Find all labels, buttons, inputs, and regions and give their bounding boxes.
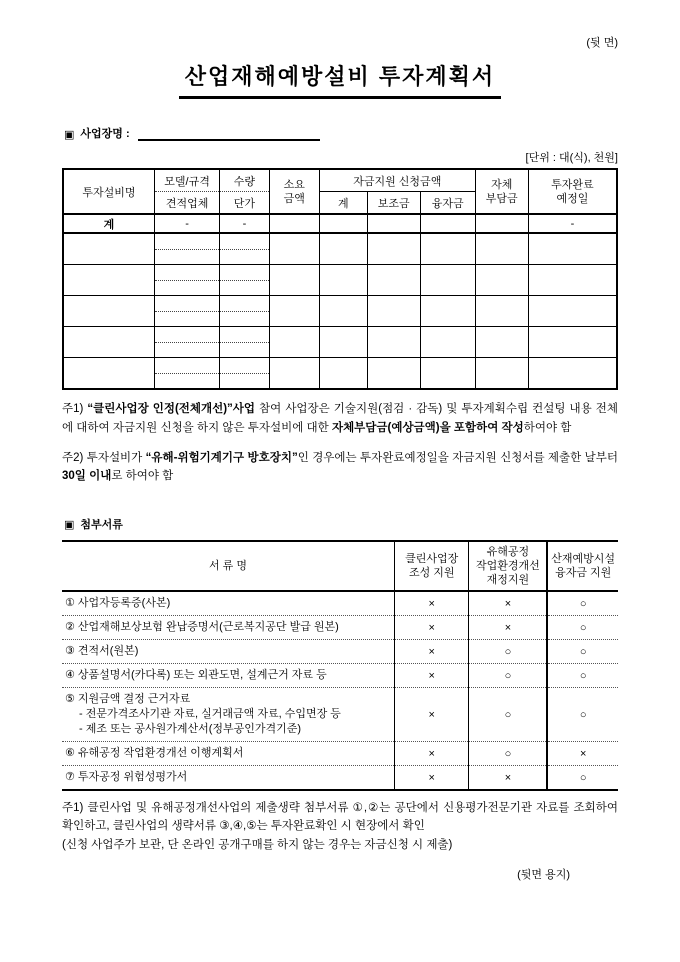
unit-label: [단위 : 대(식), 천원]	[525, 152, 618, 164]
qty-cell[interactable]	[220, 233, 269, 265]
support-mark-clean: ×	[394, 766, 469, 791]
invest-total-amount-cell[interactable]	[269, 214, 319, 233]
invest-total-row	[63, 214, 617, 233]
invest-header-subsidy: 보조금	[367, 192, 420, 215]
doc-name: ⑦ 투자공정 위험성평가서	[62, 766, 394, 791]
support-mark-loan: ○	[547, 616, 618, 640]
support-mark-hazard: ×	[469, 616, 547, 640]
completion-cell[interactable]	[528, 296, 617, 327]
note-1-prefix: 주1)	[62, 403, 88, 415]
invest-total-loan-cell[interactable]	[420, 214, 475, 233]
note-1	[62, 400, 618, 437]
section-marker-icon: ▣	[64, 129, 75, 141]
note-2-tail: 로 하여야 함	[111, 470, 174, 483]
doc-name: ③ 견적서(원본)	[62, 640, 394, 664]
attachment-row	[62, 766, 618, 791]
doc-name-sub1: - 전문가격조사기관 자료, 실거래금액 자료, 수입면장 등	[79, 708, 341, 720]
completion-cell[interactable]	[528, 265, 617, 296]
support-mark-clean: ×	[394, 664, 469, 688]
loan-cell[interactable]	[420, 233, 475, 265]
funding-cell[interactable]	[319, 296, 367, 327]
worksite-name-blank[interactable]	[138, 126, 320, 141]
note-2-prefix: 주2) 투자설비가	[62, 451, 146, 464]
loan-cell[interactable]	[420, 265, 475, 296]
doc-name: ① 사업자등록증(사본)	[62, 591, 394, 616]
support-mark-loan: ○	[547, 766, 618, 791]
invest-total-completion: -	[528, 214, 617, 233]
qty-cell[interactable]	[220, 358, 269, 390]
note-1-bold-self: 자체부담금(예상금액)을 포함하여 작성	[331, 421, 524, 434]
attach-header-loan-line2: 융자금 지원	[555, 567, 612, 579]
invest-header-self-line2: 부담금	[485, 192, 518, 205]
attachments-section-label: 첨부서류	[80, 519, 123, 531]
invest-total-self-cell[interactable]	[475, 214, 528, 233]
support-mark-hazard: ○	[469, 640, 547, 664]
model-cell[interactable]	[154, 327, 219, 358]
note-2-body: 인 경우에는 투자완료예정일을 자금지원 신청서를 제출한 날부터	[297, 451, 618, 464]
attach-header-hazard-line2: 작업환경개선	[476, 560, 540, 572]
support-mark-loan: ○	[547, 640, 618, 664]
invest-header-model	[154, 169, 219, 214]
support-mark-hazard: ○	[469, 688, 547, 742]
invest-header-equipment: 투자설비명	[63, 169, 154, 214]
invest-header-amount	[269, 169, 319, 214]
invest-total-funding-cell[interactable]	[319, 214, 367, 233]
invest-header-funding-group: 자금지원 신청금액	[319, 169, 475, 192]
loan-cell[interactable]	[420, 327, 475, 358]
support-mark-hazard: ○	[469, 742, 547, 766]
attachments-section-header	[64, 516, 618, 532]
invest-total-label: 계	[63, 214, 154, 233]
equipment-cell[interactable]	[63, 265, 154, 296]
attach-header-clean-line1: 클린사업장	[405, 553, 459, 565]
doc-name: ④ 상품설명서(카다록) 또는 외관도면, 설계근거 자료 등	[62, 664, 394, 688]
invest-header-qty	[220, 169, 269, 214]
support-mark-hazard: ○	[469, 664, 547, 688]
subsidy-cell[interactable]	[367, 265, 420, 296]
invest-total-model: -	[154, 214, 219, 233]
back-side-paper-label: (뒷면 용지)	[517, 868, 570, 881]
qty-cell[interactable]	[220, 296, 269, 327]
loan-cell[interactable]	[420, 358, 475, 390]
support-mark-loan: ○	[547, 688, 618, 742]
doc-name: ⑥ 유해공정 작업환경개선 이행계획서	[62, 742, 394, 766]
support-mark-clean: ×	[394, 616, 469, 640]
completion-cell[interactable]	[528, 327, 617, 358]
amount-cell[interactable]	[269, 265, 319, 296]
model-cell[interactable]	[154, 265, 219, 296]
loan-cell[interactable]	[420, 296, 475, 327]
support-mark-clean: ×	[394, 742, 469, 766]
funding-cell[interactable]	[319, 358, 367, 390]
attachment-row	[62, 742, 618, 766]
attach-header-loan	[547, 541, 618, 591]
invest-total-qty: -	[220, 214, 269, 233]
invest-header-self	[475, 169, 528, 214]
equipment-cell[interactable]	[63, 233, 154, 265]
invest-header-loan: 융자금	[420, 192, 475, 215]
attachment-row	[62, 616, 618, 640]
section-marker-icon: ▣	[64, 518, 75, 531]
invest-empty-row	[63, 233, 617, 265]
attachments-footnote	[62, 799, 618, 854]
invest-header-completion	[528, 169, 617, 214]
self-cell[interactable]	[475, 233, 528, 265]
support-mark-clean: ×	[394, 640, 469, 664]
page-title: 산업재해예방설비 투자계획서	[179, 60, 501, 99]
funding-cell[interactable]	[319, 327, 367, 358]
funding-cell[interactable]	[319, 233, 367, 265]
support-mark-hazard: ×	[469, 591, 547, 616]
attachment-row	[62, 591, 618, 616]
support-mark-clean: ×	[394, 688, 469, 742]
note-1-bold-clean: “클린사업장 인정(전체개선)”사업	[87, 403, 256, 415]
note-1-body: 참여 사업장은 기술지원(점검 · 감독) 및 투자계획수립 컨설팅 내용 전체에 대하여 자금지원 신청을 하지 않은 투자설비에 대한	[62, 403, 618, 434]
attachments-table	[62, 540, 618, 791]
support-mark-loan: ×	[547, 742, 618, 766]
model-cell[interactable]	[154, 296, 219, 327]
doc-name-main: ⑤ 지원금액 결정 근거자료	[65, 693, 191, 705]
invest-header-self-line1: 자체	[491, 178, 513, 191]
funding-cell[interactable]	[319, 265, 367, 296]
self-cell[interactable]	[475, 296, 528, 327]
completion-cell[interactable]	[528, 233, 617, 265]
self-cell[interactable]	[475, 327, 528, 358]
amount-cell[interactable]	[269, 358, 319, 390]
note-1-tail: 하여야 함	[523, 421, 572, 434]
doc-name	[62, 688, 394, 742]
invest-header-estimator: 견적업체	[165, 197, 209, 210]
attachment-row	[62, 664, 618, 688]
invest-header-quantity: 수량	[220, 170, 268, 192]
model-cell[interactable]	[154, 233, 219, 265]
invest-header-amount-line1: 소요	[283, 178, 305, 191]
equipment-cell[interactable]	[63, 296, 154, 327]
subsidy-cell[interactable]	[367, 233, 420, 265]
amount-cell[interactable]	[269, 233, 319, 265]
invest-total-subsidy-cell[interactable]	[367, 214, 420, 233]
invest-header-unit-price: 단가	[233, 197, 256, 210]
attachment-row	[62, 688, 618, 742]
equipment-cell[interactable]	[63, 327, 154, 358]
attachments-footnote-main: 주1) 클린사업 및 유해공정개선사업의 제출생략 첨부서류 ①,②는 공단에서 신용평가전문기관 자료를 조회하여 확인하고, 클린사업의 생략서류 ③,④,⑤는 투자완료확인 시 현장에서 확인	[62, 802, 618, 833]
attach-header-doc-name: 서 류 명	[62, 541, 394, 591]
completion-cell[interactable]	[528, 358, 617, 390]
equipment-cell[interactable]	[63, 358, 154, 390]
attach-header-clean	[394, 541, 469, 591]
attach-header-hazard	[469, 541, 547, 591]
worksite-name-row	[64, 125, 618, 141]
doc-name: ② 산업재해보상보험 완납증명서(근로복지공단 발급 원본)	[62, 616, 394, 640]
worksite-name-label: 사업장명 :	[80, 128, 130, 140]
qty-cell[interactable]	[220, 265, 269, 296]
support-mark-loan: ○	[547, 591, 618, 616]
invest-header-funding-total: 계	[319, 192, 367, 215]
self-cell[interactable]	[475, 358, 528, 390]
doc-name-sub2: - 제조 또는 공사원가계산서(정부공인가격기준)	[79, 723, 302, 735]
invest-header-amount-line2: 금액	[283, 192, 305, 205]
self-cell[interactable]	[475, 265, 528, 296]
support-mark-loan: ○	[547, 664, 618, 688]
note-2-bold-30days: 30일 이내	[62, 470, 112, 483]
invest-empty-row	[63, 265, 617, 296]
subsidy-cell[interactable]	[367, 327, 420, 358]
attachments-footnote-paren: (신청 사업주가 보관, 단 온라인 공개구매를 하지 않는 경우는 자금신청 시 제출)	[62, 838, 453, 851]
invest-header-completion-line1: 투자완료	[551, 178, 594, 191]
subsidy-cell[interactable]	[367, 358, 420, 390]
title-wrap	[62, 60, 618, 99]
invest-empty-row	[63, 296, 617, 327]
attach-header-hazard-line1: 유해공정	[486, 546, 530, 558]
invest-empty-row	[63, 327, 617, 358]
support-mark-clean: ×	[394, 591, 469, 616]
back-side-label: (뒷 면)	[586, 37, 618, 49]
qty-cell[interactable]	[220, 327, 269, 358]
model-cell[interactable]	[154, 358, 219, 390]
attach-header-loan-line1: 산재예방시설	[551, 553, 616, 565]
amount-cell[interactable]	[269, 296, 319, 327]
invest-header-model-spec: 모델/규격	[155, 170, 219, 192]
amount-cell[interactable]	[269, 327, 319, 358]
subsidy-cell[interactable]	[367, 296, 420, 327]
attach-header-hazard-line3: 재정지원	[486, 574, 530, 586]
note-2-bold-guard: “유해-위험기계기구 방호장치”	[145, 451, 298, 464]
attachment-row	[62, 640, 618, 664]
attach-header-clean-line2: 조성 지원	[408, 567, 455, 579]
invest-empty-row	[63, 358, 617, 390]
note-2	[62, 449, 618, 486]
investment-table	[62, 168, 618, 390]
support-mark-hazard: ×	[469, 766, 547, 791]
invest-header-completion-line2: 예정일	[556, 192, 589, 205]
